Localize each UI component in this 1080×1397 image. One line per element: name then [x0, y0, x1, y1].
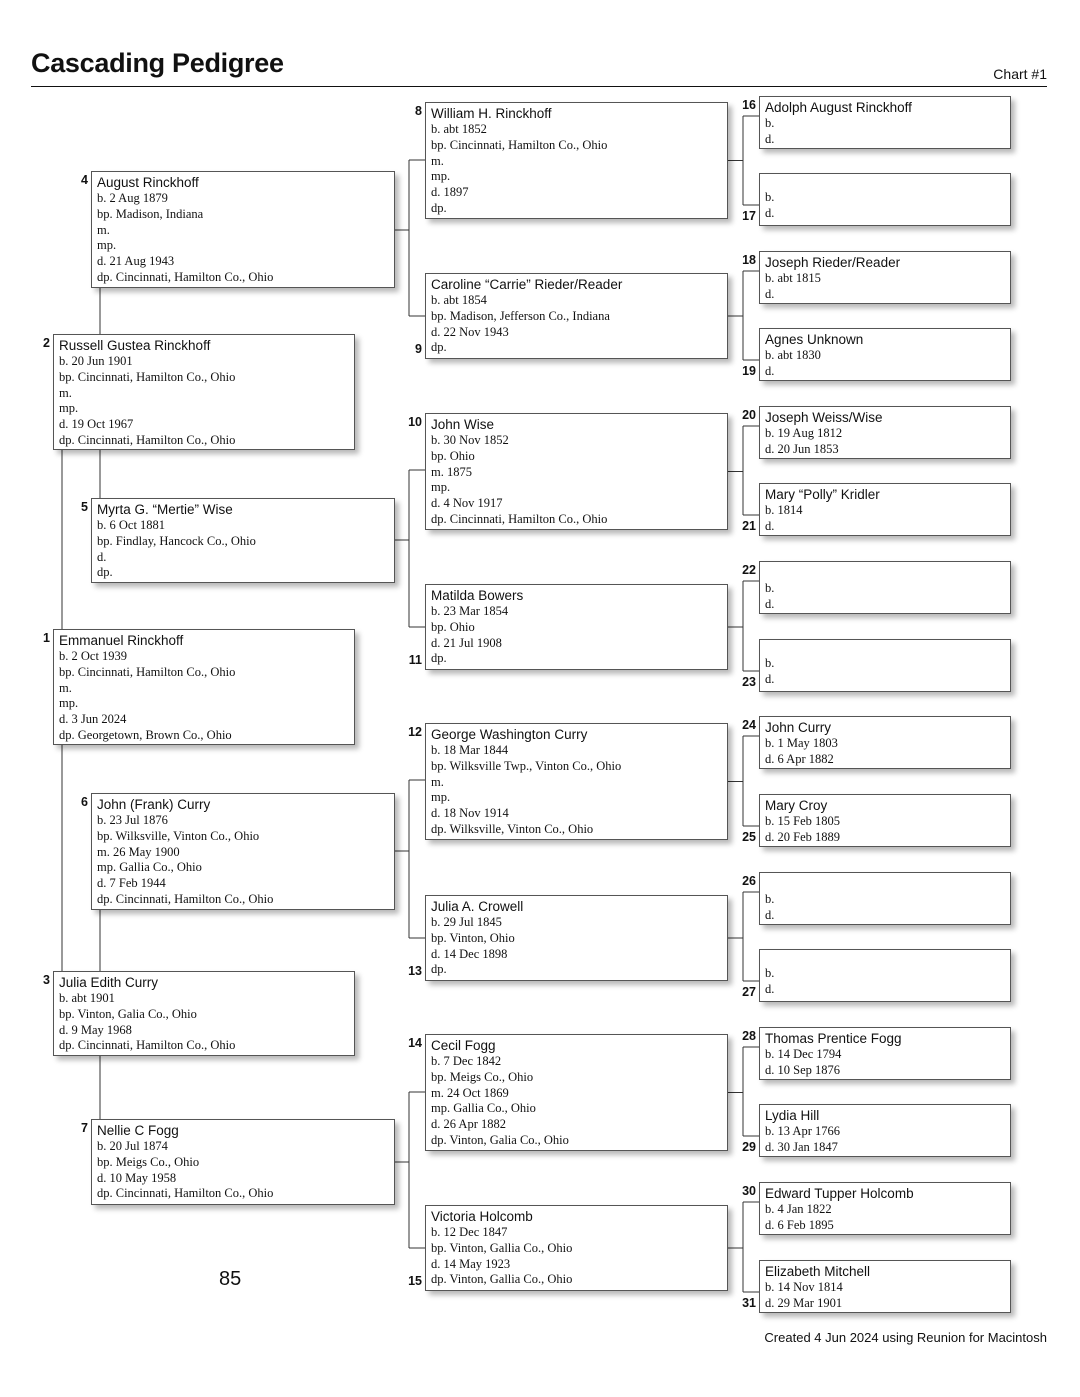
- person-fact: bp. Ohio: [431, 448, 475, 463]
- person-fact: b. abt 1901: [59, 991, 115, 1005]
- person-fact: dp. Cincinnati, Hamilton Co., Ohio: [59, 432, 236, 447]
- person-fact: d. 21 Jul 1908: [431, 635, 502, 650]
- person-box-22: [759, 561, 1011, 614]
- person-name: August Rinckhoff: [97, 175, 199, 190]
- person-name: Caroline “Carrie” Rieder/Reader: [431, 277, 623, 292]
- person-name: [765, 875, 1010, 892]
- person-name: [765, 564, 1010, 581]
- person-fact: mp.: [59, 696, 79, 711]
- person-fact: mp. Gallia Co., Ohio: [97, 860, 202, 875]
- person-box-15: [425, 1205, 728, 1291]
- person-fact: dp.: [431, 962, 447, 977]
- person-box-29: [759, 1104, 1011, 1157]
- person-name: Mary Croy: [765, 798, 828, 813]
- person-fact: bp. Vinton, Ohio: [431, 930, 515, 945]
- person-number: 17: [742, 209, 756, 223]
- person-number: 7: [81, 1121, 88, 1135]
- person-fact: d. 14 Dec 1898: [431, 946, 508, 961]
- person-fact: b. abt 1852: [431, 122, 487, 136]
- person-number: 18: [742, 253, 756, 267]
- person-number: 2: [43, 336, 50, 350]
- person-fact: b. 15 Feb 1805: [765, 814, 840, 828]
- person-fact: dp.: [431, 340, 447, 355]
- person-fact: b. 30 Nov 1852: [431, 433, 509, 447]
- person-fact: d. 14 May 1923: [431, 1256, 511, 1271]
- person-number: 8: [415, 104, 422, 118]
- person-fact: b.: [765, 966, 775, 980]
- person-fact: b. 14 Dec 1794: [765, 1047, 842, 1061]
- person-box-8: [425, 102, 728, 219]
- person-fact: d. 19 Oct 1967: [59, 417, 134, 432]
- person-number: 10: [408, 415, 422, 429]
- person-box-27: [759, 949, 1011, 1002]
- person-box-7: [91, 1119, 395, 1205]
- person-fact: b. 14 Nov 1814: [765, 1280, 843, 1294]
- person-box-1: [53, 629, 355, 745]
- person-fact: dp.: [431, 651, 447, 666]
- person-fact: dp. Cincinnati, Hamilton Co., Ohio: [431, 511, 608, 526]
- person-number: 21: [742, 519, 756, 533]
- person-box-16: [759, 96, 1011, 149]
- person-fact: d. 6 Apr 1882: [765, 751, 834, 766]
- person-box-13: [425, 895, 728, 981]
- person-fact: b. 23 Mar 1854: [431, 604, 509, 618]
- person-number: 25: [742, 830, 756, 844]
- person-number: 16: [742, 98, 756, 112]
- person-fact: b. 29 Jul 1845: [431, 915, 502, 929]
- person-number: 19: [742, 364, 756, 378]
- person-fact: d.: [765, 981, 775, 996]
- person-fact: d. 20 Jun 1853: [765, 441, 839, 456]
- person-fact: d. 20 Feb 1889: [765, 829, 840, 844]
- person-fact: dp. Vinton, Gallia Co., Ohio: [431, 1272, 573, 1287]
- person-name: John Wise: [431, 417, 495, 432]
- person-box-21: [759, 483, 1011, 536]
- person-fact: dp. Cincinnati, Hamilton Co., Ohio: [59, 1038, 236, 1053]
- person-number: 23: [742, 675, 756, 689]
- person-name: Victoria Holcomb: [431, 1209, 533, 1224]
- person-number: 15: [408, 1274, 422, 1288]
- person-fact: d.: [765, 671, 775, 686]
- person-fact: bp. Findlay, Hancock Co., Ohio: [97, 533, 256, 548]
- person-name: Julia Edith Curry: [59, 975, 159, 990]
- person-box-4: [91, 171, 395, 288]
- person-fact: bp. Wilksville Twp., Vinton Co., Ohio: [431, 758, 622, 773]
- person-fact: b. 12 Dec 1847: [431, 1225, 508, 1239]
- person-fact: dp. Vinton, Galia Co., Ohio: [431, 1132, 569, 1147]
- person-fact: d. 7 Feb 1944: [97, 876, 166, 891]
- chart-title: Cascading Pedigree: [31, 48, 284, 78]
- person-fact: dp.: [97, 565, 113, 580]
- person-name: Edward Tupper Holcomb: [765, 1186, 914, 1201]
- person-box-18: [759, 251, 1011, 304]
- person-fact: bp. Vinton, Galia Co., Ohio: [59, 1006, 197, 1021]
- person-box-10: [425, 413, 728, 530]
- person-fact: d.: [97, 549, 107, 564]
- person-number: 13: [408, 964, 422, 978]
- person-fact: m. 24 Oct 1869: [431, 1085, 509, 1100]
- person-fact: dp. Cincinnati, Hamilton Co., Ohio: [97, 891, 274, 906]
- person-name: Agnes Unknown: [765, 332, 864, 347]
- person-fact: mp.: [97, 238, 117, 253]
- person-box-17: [759, 173, 1011, 226]
- person-fact: b. 4 Jan 1822: [765, 1202, 832, 1216]
- person-fact: bp. Cincinnati, Hamilton Co., Ohio: [59, 369, 236, 384]
- person-fact: bp. Wilksville, Vinton Co., Ohio: [97, 828, 260, 843]
- person-fact: d. 18 Nov 1914: [431, 806, 509, 821]
- person-fact: d. 10 May 1958: [97, 1170, 177, 1185]
- person-number: 26: [742, 874, 756, 888]
- person-box-23: [759, 639, 1011, 692]
- person-fact: m. 26 May 1900: [97, 844, 180, 859]
- person-fact: b. 2 Oct 1939: [59, 649, 128, 663]
- person-fact: bp. Ohio: [431, 619, 475, 634]
- person-number: 5: [81, 500, 88, 514]
- person-fact: mp.: [59, 401, 79, 416]
- person-fact: m.: [59, 385, 72, 400]
- person-fact: b.: [765, 116, 775, 130]
- person-fact: d.: [765, 363, 775, 378]
- person-box-19: [759, 328, 1011, 381]
- person-fact: bp. Cincinnati, Hamilton Co., Ohio: [59, 664, 236, 679]
- person-name: John Curry: [765, 720, 832, 735]
- person-name: Russell Gustea Rinckhoff: [59, 338, 211, 353]
- person-fact: mp.: [431, 480, 451, 495]
- person-fact: dp. Cincinnati, Hamilton Co., Ohio: [97, 1186, 274, 1201]
- person-number: 29: [742, 1140, 756, 1154]
- person-name: Cecil Fogg: [431, 1038, 496, 1053]
- person-fact: b. 19 Aug 1812: [765, 426, 843, 440]
- person-fact: d. 29 Mar 1901: [765, 1295, 843, 1310]
- person-number: 12: [408, 725, 422, 739]
- person-fact: bp. Madison, Indiana: [97, 206, 204, 221]
- person-fact: d. 6 Feb 1895: [765, 1217, 834, 1232]
- person-box-11: [425, 584, 728, 670]
- person-box-25: [759, 794, 1011, 847]
- person-fact: m. 1875: [431, 464, 472, 479]
- person-fact: d. 26 Apr 1882: [431, 1117, 506, 1132]
- person-number: 14: [408, 1036, 422, 1050]
- person-fact: d.: [765, 131, 775, 146]
- person-fact: b.: [765, 581, 775, 595]
- person-fact: d.: [765, 518, 775, 533]
- person-box-6: [91, 793, 395, 910]
- person-fact: bp. Madison, Jefferson Co., Indiana: [431, 308, 610, 323]
- person-fact: bp. Cincinnati, Hamilton Co., Ohio: [431, 137, 608, 152]
- person-name: William H. Rinckhoff: [431, 106, 552, 121]
- person-name: Matilda Bowers: [431, 588, 524, 603]
- person-name: Elizabeth Mitchell: [765, 1264, 871, 1279]
- created-note: Created 4 Jun 2024 using Reunion for Macintosh: [764, 1330, 1047, 1345]
- person-fact: dp.: [431, 200, 447, 215]
- person-fact: d. 9 May 1968: [59, 1022, 132, 1037]
- person-fact: m.: [97, 222, 110, 237]
- person-fact: b. 13 Apr 1766: [765, 1124, 840, 1138]
- person-box-3: [53, 971, 355, 1056]
- person-name: John (Frank) Curry: [97, 797, 211, 812]
- person-box-20: [759, 406, 1011, 459]
- person-name: Mary “Polly” Kridler: [765, 487, 880, 502]
- person-fact: d. 22 Nov 1943: [431, 324, 509, 339]
- person-fact: m.: [431, 153, 444, 168]
- chart-number: Chart #1: [993, 66, 1047, 82]
- person-fact: d. 21 Aug 1943: [97, 254, 175, 269]
- person-box-28: [759, 1027, 1011, 1080]
- person-box-26: [759, 872, 1011, 925]
- person-fact: mp.: [431, 169, 451, 184]
- person-number: 9: [415, 342, 422, 356]
- person-fact: m.: [59, 680, 72, 695]
- person-name: George Washington Curry: [431, 727, 588, 742]
- person-number: 6: [81, 795, 88, 809]
- person-fact: mp.: [431, 790, 451, 805]
- person-fact: bp. Meigs Co., Ohio: [97, 1154, 200, 1169]
- person-box-12: [425, 723, 728, 840]
- person-box-5: [91, 498, 395, 583]
- person-name: Julia A. Crowell: [431, 899, 524, 914]
- person-fact: b.: [765, 656, 775, 670]
- person-number: 4: [81, 173, 88, 187]
- person-name: Emmanuel Rinckhoff: [59, 633, 184, 648]
- person-number: 11: [408, 653, 422, 667]
- person-fact: b.: [765, 190, 775, 204]
- person-fact: b. 7 Dec 1842: [431, 1054, 502, 1068]
- person-fact: b. abt 1854: [431, 293, 487, 307]
- person-box-24: [759, 716, 1011, 769]
- person-name: Joseph Rieder/Reader: [765, 255, 901, 270]
- person-box-31: [759, 1260, 1011, 1313]
- person-fact: dp. Cincinnati, Hamilton Co., Ohio: [97, 269, 274, 284]
- person-name: Adolph August Rinckhoff: [765, 100, 912, 115]
- person-number: 3: [43, 973, 50, 987]
- person-fact: b. 2 Aug 1879: [97, 191, 168, 205]
- person-fact: b. 18 Mar 1844: [431, 743, 509, 757]
- person-number: 27: [742, 985, 756, 999]
- person-fact: b. 1814: [765, 503, 803, 517]
- person-name: Myrta G. “Mertie” Wise: [97, 502, 233, 517]
- person-number: 1: [43, 631, 50, 645]
- person-box-2: [53, 334, 355, 450]
- person-fact: dp. Wilksville, Vinton Co., Ohio: [431, 821, 594, 836]
- person-fact: b. 23 Jul 1876: [97, 813, 168, 827]
- person-fact: d. 1897: [431, 185, 469, 200]
- person-number: 30: [742, 1184, 756, 1198]
- person-fact: mp. Gallia Co., Ohio: [431, 1101, 536, 1116]
- person-number: 20: [742, 408, 756, 422]
- person-fact: b. abt 1815: [765, 271, 821, 285]
- person-fact: b. 20 Jun 1901: [59, 354, 133, 368]
- person-name: Joseph Weiss/Wise: [765, 410, 883, 425]
- person-fact: d. 3 Jun 2024: [59, 712, 127, 727]
- person-name: Nellie C Fogg: [97, 1123, 179, 1138]
- person-number: 22: [742, 563, 756, 577]
- person-fact: d.: [765, 596, 775, 611]
- person-fact: b. 20 Jul 1874: [97, 1139, 168, 1153]
- person-number: 31: [742, 1296, 756, 1310]
- person-box-30: [759, 1182, 1011, 1235]
- person-fact: b. abt 1830: [765, 348, 821, 362]
- person-name: Thomas Prentice Fogg: [765, 1031, 902, 1046]
- person-fact: d.: [765, 907, 775, 922]
- person-fact: d.: [765, 205, 775, 220]
- person-number: 24: [742, 718, 756, 732]
- person-fact: b.: [765, 892, 775, 906]
- person-number: 28: [742, 1029, 756, 1043]
- person-fact: d. 10 Sep 1876: [765, 1062, 840, 1077]
- person-fact: m.: [431, 774, 444, 789]
- person-box-14: [425, 1034, 728, 1151]
- person-fact: d. 30 Jan 1847: [765, 1139, 838, 1154]
- person-fact: b. 6 Oct 1881: [97, 518, 166, 532]
- person-fact: d. 4 Nov 1917: [431, 496, 503, 511]
- person-box-9: [425, 273, 728, 359]
- person-fact: d.: [765, 286, 775, 301]
- person-name: Lydia Hill: [765, 1108, 820, 1123]
- person-fact: dp. Georgetown, Brown Co., Ohio: [59, 727, 232, 742]
- page-number: 85: [219, 1268, 242, 1290]
- person-fact: bp. Meigs Co., Ohio: [431, 1069, 534, 1084]
- person-fact: bp. Vinton, Gallia Co., Ohio: [431, 1240, 573, 1255]
- person-fact: b. 1 May 1803: [765, 736, 838, 750]
